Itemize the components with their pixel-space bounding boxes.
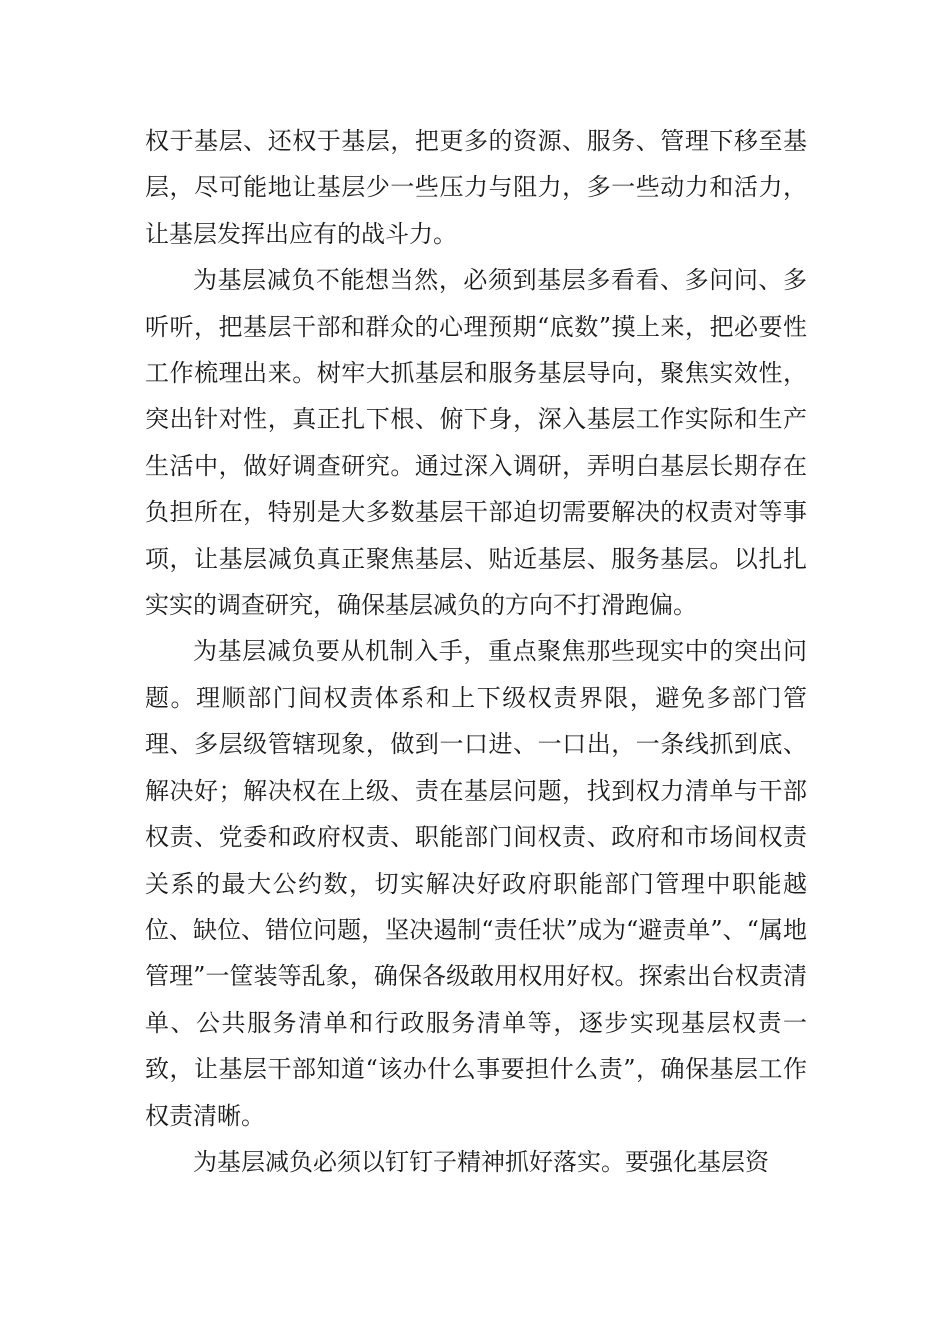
document-body [145, 118, 807, 1185]
paragraph-3: 为基层减负要从机制入手，重点聚焦那些现实中的突出问题。理顺部门间权责体系和上下级权责界限，避免多部门管理、多层级管辖现象，做到一口进、一口出，一条线抓到底、解决好；解决权在上级、责在基层问题，找到权力清单与干部权责、党委和政府权责、职能部门间权责、政府和市场间权责关系的最大公约数，切实解决好政府职能部门管理中职能越位、缺位、错位问题，坚决遏制“责任状”成为“避责单”、“属地管理”一筐装等乱象，确保各级敢用权用好权。探索出台权责清单、公共服务清单和行政服务清单等，逐步实现基层权责一致，让基层干部知道“该办什么事要担什么责”，确保基层工作权责清晰。 [145, 637, 807, 1130]
paragraph-4: 为基层减负必须以钉钉子精神抓好落实。要强化基层资 [193, 1147, 769, 1176]
paragraph-2: 为基层减负不能想当然，必须到基层多看看、多问问、多听听，把基层干部和群众的心理预期“底数”摸上来，把必要性工作梳理出来。树牢大抓基层和服务基层导向，聚焦实效性，突出针对性，真正扎下根、俯下身，深入基层工作实际和生产生活中，做好调查研究。通过深入调研，弄明白基层长期存在负担所在，特别是大多数基层干部迫切需要解决的权责对等事项，让基层减负真正聚焦基层、贴近基层、服务基层。以扎扎实实的调查研究，确保基层减负的方向不打滑跑偏。 [145, 266, 807, 620]
paragraph-1: 权于基层、还权于基层，把更多的资源、服务、管理下移至基层，尽可能地让基层少一些压力与阻力，多一些动力和活力，让基层发挥出应有的战斗力。 [145, 127, 807, 248]
